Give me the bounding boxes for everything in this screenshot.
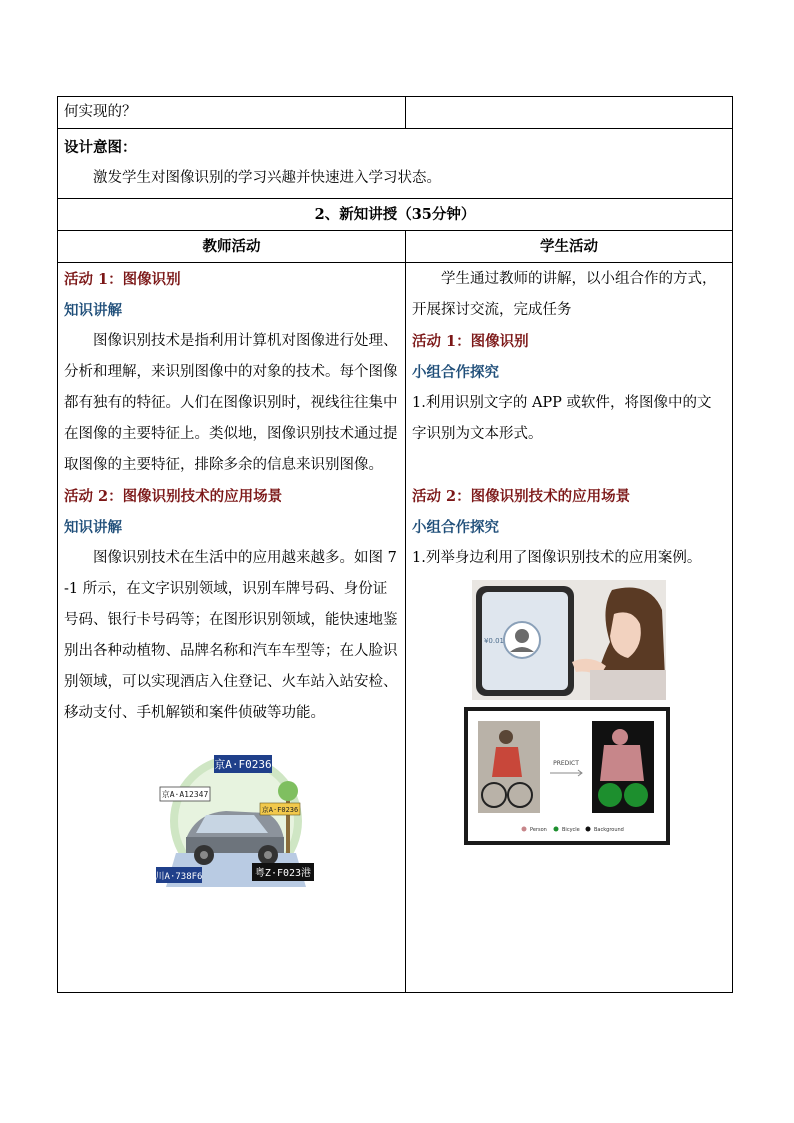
- segmentation-image: [464, 707, 726, 845]
- lesson-table: [57, 96, 733, 993]
- face-recognition-photo: [472, 580, 666, 700]
- teacher-knowledge2-text: 图像识别技术在生活中的应用越来越多。如图 7-1 所示，在文字识别领域，识别车牌号码、身份证号码、银行卡号码等；在图形识别领域，能快速地鉴别出各种动植物、品牌名称和汽车车型等；在人脸识别领域，可以实现酒店入住登记、火车站入站安检、移动支付、手机解锁和案件侦破等功能。: [64, 550, 398, 721]
- teacher-activity2-title: 活动 2：图像识别技术的应用场景: [64, 488, 283, 505]
- plate-1: 京A·F0236: [214, 758, 272, 771]
- plate-2: 京A·A12347: [161, 790, 209, 799]
- student-group1-label: 小组合作探究: [412, 364, 499, 381]
- segmentation-figure: [464, 707, 670, 845]
- prev-row-right: [406, 97, 733, 129]
- student-activity1-title: 活动 1：图像识别: [412, 333, 529, 350]
- design-text: 激发学生对图像识别的学习兴趣并快速进入学习状态。: [93, 170, 441, 186]
- teacher-knowledge1-text: 图像识别技术是指利用计算机对图像进行处理、分析和理解，来识别图像中的对象的技术。每个图像都有独有的特征。人们在图像识别时，视线往往集中在图像的主要特征上。类似地，图像识别技术通过提取图像的主要特征，排除多余的信息来识别图像。: [64, 333, 398, 473]
- license-plate-illustration: [156, 753, 399, 893]
- teacher-header: 教师活动: [58, 231, 406, 263]
- student-task2: 1.列举身边利用了图像识别技术的应用案例。: [412, 550, 702, 566]
- student-header: 学生活动: [406, 231, 733, 263]
- plate-4: 川A·738F6: [156, 872, 203, 882]
- car-plates-image: [156, 753, 316, 893]
- teacher-knowledge2-label: 知识讲解: [64, 519, 122, 536]
- student-intro: 学生通过教师的讲解，以小组合作的方式，开展探讨交流，完成任务: [412, 271, 717, 318]
- design-label: 设计意图：: [64, 139, 137, 156]
- teacher-activity1-title: 活动 1：图像识别: [64, 271, 181, 288]
- plate-3: 京A·F0236: [261, 806, 299, 814]
- face-screen-amount: ¥0.01: [483, 637, 505, 645]
- student-group2-label: 小组合作探究: [412, 519, 499, 536]
- header-row: [58, 231, 733, 263]
- teacher-cell: [58, 263, 406, 993]
- legend-bicycle: Bicycle: [562, 827, 580, 833]
- section-row: [58, 199, 733, 231]
- face-recognition-image: [472, 580, 726, 700]
- student-cell: [406, 263, 733, 993]
- design-row: [58, 129, 733, 199]
- student-task1: 1.利用识别文字的 APP 或软件，将图像中的文字识别为文本形式。: [412, 395, 712, 442]
- prev-row-left: 何实现的？: [58, 97, 406, 129]
- plate-5: 粤Z·F023港: [254, 868, 312, 879]
- teacher-knowledge1-label: 知识讲解: [64, 302, 122, 319]
- legend-person: Person: [530, 827, 547, 833]
- student-activity2-title: 活动 2：图像识别技术的应用场景: [412, 488, 631, 505]
- prev-row: [58, 97, 733, 129]
- content-row: [58, 263, 733, 993]
- legend-background: Background: [594, 827, 624, 833]
- section-title: 2、新知讲授（35分钟）: [58, 199, 733, 231]
- predict-label: PREDICT: [553, 760, 579, 767]
